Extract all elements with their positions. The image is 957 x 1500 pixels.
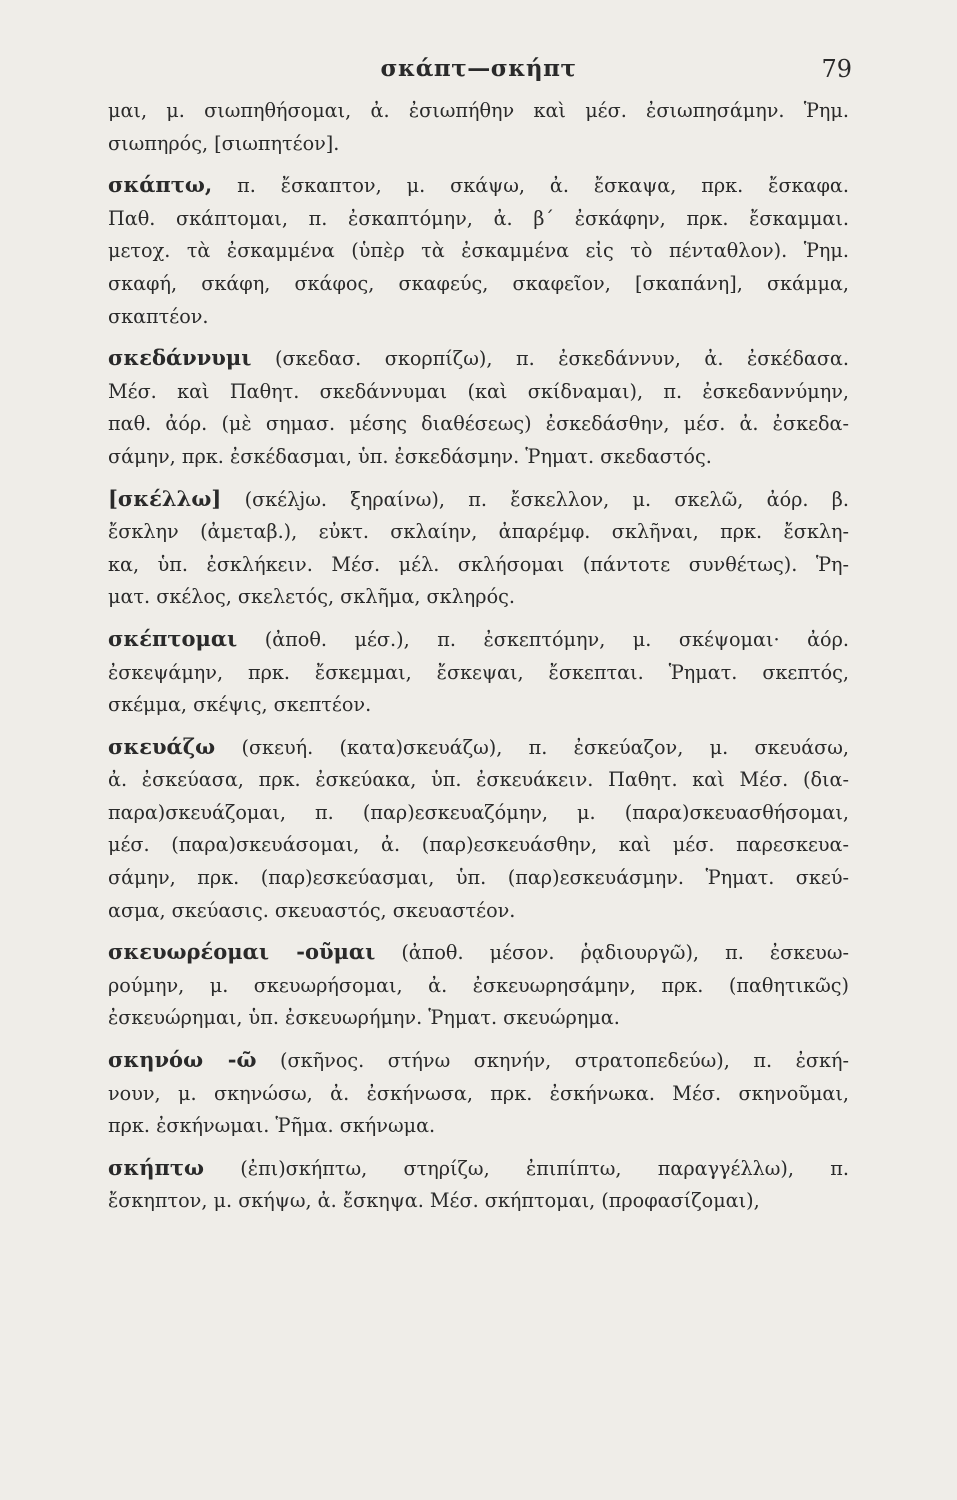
entry-headword: σκέπτομαι	[108, 625, 238, 651]
dictionary-entry	[108, 936, 849, 1035]
dictionary-entry	[108, 1044, 849, 1143]
entry-text: παθ. ἀόρ. (μὲ σημασ. μέσης διαθέσεως) ἐσκεδάσθην, μέσ. ἀ. ἐσκεδα-	[108, 412, 849, 436]
entry-line	[108, 829, 849, 862]
entry-line	[108, 1044, 849, 1078]
entry-text: ἔσκλην (ἀμεταβ.), εὐκτ. σκλαίην, ἀπαρέμφ. σκλῆναι, πρκ. ἔσκλη-	[108, 520, 849, 544]
entry-line	[108, 581, 849, 614]
entry-text: σκαπτέον.	[108, 304, 209, 328]
entry-text: (ἀποθ. μέσ.), π. ἐσκεπτόμην, μ. σκέψομαι· ἀόρ.	[237, 627, 849, 651]
entry-line	[108, 549, 849, 582]
dictionary-entry	[108, 483, 849, 614]
entry-text: Παθ. σκάπτομαι, π. ἐσκαπτόμην, ἀ. β΄ ἐσκάφην, πρκ. ἔσκαμμαι.	[108, 206, 849, 230]
entry-line	[108, 203, 849, 236]
entry-text: ἀ. ἐσκεύασα, πρκ. ἐσκεύακα, ὑπ. ἐσκευάκειν. Παθητ. καὶ Μέσ. (δια-	[108, 768, 849, 792]
entry-text: (σκῆνος. στήνω σκηνήν, στρατοπεδεύω), π. ἐσκή-	[256, 1049, 850, 1073]
entry-headword: σκευωρέομαι -οῦμαι	[108, 939, 376, 965]
entry-line	[108, 408, 849, 441]
entry-text: Μέσ. καὶ Παθητ. σκεδάννυμαι (καὶ σκίδναμαι), π. ἐσκεδαννύμην,	[108, 379, 849, 403]
entry-text: π. ἔσκαπτον, μ. σκάψω, ἀ. ἔσκαψα, πρκ. ἔσκαφα.	[212, 174, 849, 198]
entry-text: σκαφή, σκάφη, σκάφος, σκαφεύς, σκαφεῖον, [σκαπάνη], σκάμμα,	[108, 271, 849, 295]
entry-text: μέσ. (παρα)σκευάσομαι, ἀ. (παρ)εσκευάσθην, καὶ μέσ. παρεσκευα-	[108, 833, 849, 857]
entry-line	[108, 235, 849, 268]
entry-text: ἐσκεψάμην, πρκ. ἔσκεμμαι, ἔσκεψαι, ἔσκεπται. Ῥηματ. σκεπτός,	[108, 660, 849, 684]
entry-line	[108, 516, 849, 549]
entry-headword: σκευάζω	[108, 733, 216, 759]
page-number: 79	[821, 55, 852, 83]
entry-line	[108, 689, 849, 722]
entry-text: (ἀποθ. μέσον. ῥᾳδιουργῶ), π. ἐσκευω-	[375, 941, 849, 965]
entry-text: νουν, μ. σκηνώσω, ἀ. ἐσκήνωσα, πρκ. ἐσκήνωκα. Μέσ. σκηνοῦμαι,	[108, 1081, 849, 1105]
entry-text: ματ. σκέλος, σκελετός, σκλῆμα, σκληρός.	[108, 585, 515, 609]
entry-line	[108, 623, 849, 657]
entry-line	[108, 1110, 849, 1143]
page-body	[108, 95, 849, 1218]
entry-headword: σκάπτω,	[108, 172, 213, 198]
entry-line	[108, 169, 849, 203]
entry-line	[108, 342, 849, 376]
entry-text: (σκεδασ. σκορπίζω), π. ἐσκεδάννυν, ἀ. ἐσκέδασα.	[251, 347, 849, 371]
dictionary-entry	[108, 342, 849, 473]
entry-line	[108, 1152, 849, 1186]
entry-line	[108, 1185, 849, 1218]
entry-text: μαι, μ. σιωπηθήσομαι, ἀ. ἐσιωπήθην καὶ μέσ. ἐσιωπησάμην. Ῥημ.	[108, 99, 849, 122]
entry-line	[108, 731, 849, 765]
entry-text: μετοχ. τὰ ἐσκαμμένα (ὑπὲρ τὰ ἐσκαμμένα εἰς τὸ πένταθλον). Ῥημ.	[108, 239, 849, 263]
entry-line	[108, 268, 849, 301]
entry-line	[108, 936, 849, 970]
entry-line	[108, 128, 849, 161]
entry-text: ἔσκηπτον, μ. σκήψω, ἀ. ἔσκηψα. Μέσ. σκήπτομαι, (προφασίζομαι),	[108, 1189, 760, 1213]
entry-line	[108, 1078, 849, 1111]
entry-line	[108, 441, 849, 474]
entry-text: σάμην, πρκ. (παρ)εσκεύασμαι, ὑπ. (παρ)εσκευάσμην. Ῥηματ. σκεύ-	[108, 866, 849, 890]
entry-text: (ἐπι)σκήπτω, στηρίζω, ἐπιπίπτω, παραγγέλλω), π.	[204, 1156, 849, 1180]
entry-text: παρα)σκευάζομαι, π. (παρ)εσκευαζόμην, μ. (παρα)σκευασθήσομαι,	[108, 800, 849, 824]
entry-line	[108, 301, 849, 334]
entry-line	[108, 970, 849, 1003]
entry-headword: [σκέλλω]	[108, 485, 222, 511]
entry-text: σκέμμα, σκέψις, σκεπτέον.	[108, 693, 372, 717]
entry-text: ἐσκευώρημαι, ὑπ. ἐσκευωρήμην. Ῥηματ. σκευώρημα.	[108, 1006, 620, 1030]
entry-text: σιωπηρός, [σιωπητέον].	[108, 131, 340, 155]
entry-text: (σκέλjω. ξηραίνω), π. ἔσκελλον, μ. σκελῶ, ἀόρ. β.	[221, 487, 849, 511]
entry-text: σάμην, πρκ. ἐσκέδασμαι, ὑπ. ἐσκεδάσμην. Ῥηματ. σκεδαστός.	[108, 444, 712, 468]
entry-line	[108, 483, 849, 517]
entry-line	[108, 895, 849, 928]
entry-line	[108, 797, 849, 830]
dictionary-entry	[108, 731, 849, 928]
entry-line	[108, 657, 849, 690]
dictionary-entry	[108, 95, 849, 160]
running-head	[108, 55, 852, 95]
entry-line	[108, 376, 849, 409]
dictionary-entry	[108, 169, 849, 333]
dictionary-entry	[108, 1152, 849, 1218]
entry-line	[108, 764, 849, 797]
entry-line	[108, 95, 849, 128]
entry-text: ασμα, σκεύασις. σκευαστός, σκευαστέον.	[108, 898, 516, 922]
entry-text: ρούμην, μ. σκευωρήσομαι, ἀ. ἐσκευωρησάμην, πρκ. (παθητικῶς)	[108, 973, 849, 997]
entry-headword: σκηνόω -ῶ	[108, 1047, 257, 1073]
entry-text: κα, ὑπ. ἐσκλήκειν. Μέσ. μέλ. σκλήσομαι (πάντοτε συνθέτως). Ῥη-	[108, 552, 849, 576]
entry-line	[108, 1002, 849, 1035]
dictionary-entry	[108, 623, 849, 722]
entry-text: (σκευή. (κατα)σκευάζω), π. ἐσκεύαζον, μ. σκευάσω,	[215, 735, 849, 759]
entry-line	[108, 862, 849, 895]
entry-text: πρκ. ἐσκήνωμαι. Ῥῆμα. σκήνωμα.	[108, 1114, 436, 1138]
running-head-title: σκάπτ—σκήπτ	[380, 55, 577, 82]
entry-headword: σκεδάννυμι	[108, 345, 252, 371]
entry-headword: σκήπτω	[108, 1154, 204, 1180]
